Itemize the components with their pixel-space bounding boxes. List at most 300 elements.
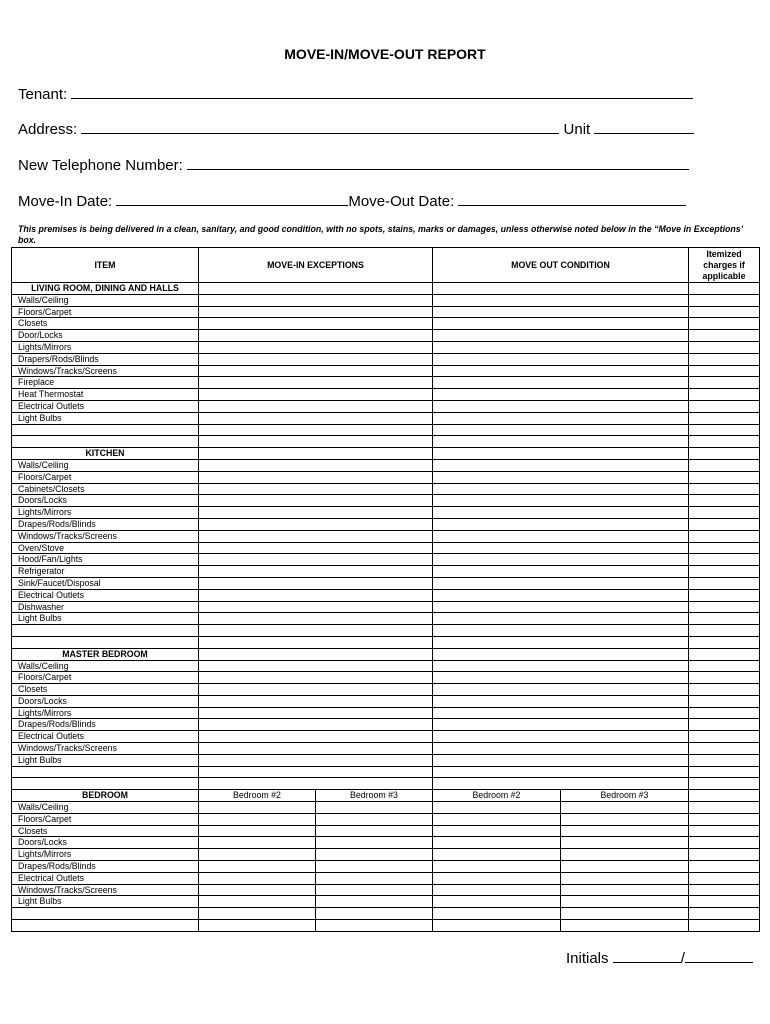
move-in-cell[interactable] bbox=[199, 495, 433, 507]
table-row bbox=[12, 684, 760, 696]
table-row bbox=[12, 601, 760, 613]
condition-cell[interactable] bbox=[433, 908, 561, 920]
charges-cell[interactable] bbox=[689, 518, 760, 530]
item-label: Electrical Outlets bbox=[12, 400, 199, 412]
table-row bbox=[12, 306, 760, 318]
move-in-cell[interactable] bbox=[199, 648, 433, 660]
move-out-cell[interactable] bbox=[433, 330, 689, 342]
charges-cell[interactable] bbox=[689, 318, 760, 330]
blank-cell bbox=[12, 625, 199, 637]
charges-cell[interactable] bbox=[689, 330, 760, 342]
table-row bbox=[12, 849, 760, 861]
move-out-cell[interactable] bbox=[433, 577, 689, 589]
item-label: Drapes/Rods/Blinds bbox=[12, 518, 199, 530]
condition-cell[interactable] bbox=[561, 884, 689, 896]
initials-label: Initials bbox=[566, 950, 609, 967]
charges-cell[interactable] bbox=[689, 577, 760, 589]
move-out-cell[interactable] bbox=[433, 283, 689, 295]
condition-cell[interactable] bbox=[316, 896, 433, 908]
table-row bbox=[12, 365, 760, 377]
condition-cell[interactable] bbox=[199, 920, 316, 932]
condition-cell[interactable] bbox=[433, 849, 561, 861]
move-in-cell[interactable] bbox=[199, 707, 433, 719]
table-row bbox=[12, 672, 760, 684]
move-out-cell[interactable] bbox=[433, 684, 689, 696]
charges-cell[interactable] bbox=[689, 400, 760, 412]
move-in-cell[interactable] bbox=[199, 507, 433, 519]
charges-cell[interactable] bbox=[689, 424, 760, 436]
blank-cell bbox=[12, 778, 199, 790]
move-out-cell[interactable] bbox=[433, 377, 689, 389]
move-in-cell[interactable] bbox=[199, 483, 433, 495]
charges-cell[interactable] bbox=[689, 566, 760, 578]
move-out-date-field[interactable] bbox=[458, 190, 686, 206]
table-row bbox=[12, 294, 760, 306]
table-row bbox=[12, 872, 760, 884]
move-out-cell[interactable] bbox=[433, 625, 689, 637]
move-in-cell[interactable] bbox=[199, 743, 433, 755]
charges-cell[interactable] bbox=[689, 896, 760, 908]
section-row bbox=[12, 790, 760, 802]
move-out-cell[interactable] bbox=[433, 459, 689, 471]
charges-cell[interactable] bbox=[689, 306, 760, 318]
section-title: KITCHEN bbox=[12, 448, 199, 460]
item-label: Sink/Faucet/Disposal bbox=[12, 577, 199, 589]
move-in-cell[interactable] bbox=[199, 424, 433, 436]
blank-row bbox=[12, 778, 760, 790]
charges-cell[interactable] bbox=[689, 648, 760, 660]
table-row bbox=[12, 530, 760, 542]
condition-cell[interactable] bbox=[433, 825, 561, 837]
move-in-cell[interactable] bbox=[199, 660, 433, 672]
initials-field-1[interactable] bbox=[613, 948, 681, 963]
move-in-cell[interactable] bbox=[199, 636, 433, 648]
move-in-cell[interactable] bbox=[199, 459, 433, 471]
table-row bbox=[12, 353, 760, 365]
item-label: Drapes/Rods/Blinds bbox=[12, 861, 199, 873]
move-out-cell[interactable] bbox=[433, 365, 689, 377]
blank-row bbox=[12, 766, 760, 778]
section-title: MASTER BEDROOM bbox=[12, 648, 199, 660]
page-title: MOVE-IN/MOVE-OUT REPORT bbox=[284, 46, 486, 62]
move-out-header: MOVE OUT CONDITION bbox=[433, 248, 689, 283]
move-in-cell[interactable] bbox=[199, 684, 433, 696]
item-label: Fireplace bbox=[12, 377, 199, 389]
move-in-cell[interactable] bbox=[199, 294, 433, 306]
move-in-cell[interactable] bbox=[199, 412, 433, 424]
condition-cell[interactable] bbox=[561, 802, 689, 814]
charges-cell[interactable] bbox=[689, 436, 760, 448]
move-out-cell[interactable] bbox=[433, 400, 689, 412]
item-label: Lights/Mirrors bbox=[12, 849, 199, 861]
move-out-cell[interactable] bbox=[433, 766, 689, 778]
condition-cell[interactable] bbox=[199, 802, 316, 814]
item-label: Drapes/Rods/Blinds bbox=[12, 719, 199, 731]
move-out-cell[interactable] bbox=[433, 518, 689, 530]
item-label: Windows/Tracks/Screens bbox=[12, 743, 199, 755]
charges-cell[interactable] bbox=[689, 884, 760, 896]
move-in-cell[interactable] bbox=[199, 613, 433, 625]
charges-cell[interactable] bbox=[689, 365, 760, 377]
charges-cell[interactable] bbox=[689, 719, 760, 731]
blank-row bbox=[12, 908, 760, 920]
condition-cell[interactable] bbox=[433, 872, 561, 884]
table-row bbox=[12, 695, 760, 707]
move-in-cell[interactable] bbox=[199, 778, 433, 790]
move-in-cell[interactable] bbox=[199, 577, 433, 589]
move-in-cell[interactable] bbox=[199, 530, 433, 542]
blank-cell bbox=[12, 920, 199, 932]
condition-cell[interactable] bbox=[561, 861, 689, 873]
charges-cell[interactable] bbox=[689, 613, 760, 625]
charges-cell[interactable] bbox=[689, 448, 760, 460]
move-in-cell[interactable] bbox=[199, 589, 433, 601]
move-in-header: MOVE-IN EXCEPTIONS bbox=[199, 248, 433, 283]
section-row bbox=[12, 648, 760, 660]
condition-cell[interactable] bbox=[199, 861, 316, 873]
bedroom-subheader: Bedroom #3 bbox=[561, 790, 689, 802]
move-in-cell[interactable] bbox=[199, 377, 433, 389]
condition-cell[interactable] bbox=[316, 861, 433, 873]
charges-cell[interactable] bbox=[689, 849, 760, 861]
charges-cell[interactable] bbox=[689, 837, 760, 849]
move-out-cell[interactable] bbox=[433, 412, 689, 424]
section-title: LIVING ROOM, DINING AND HALLS bbox=[12, 283, 199, 295]
table-row bbox=[12, 861, 760, 873]
item-label: Windows/Tracks/Screens bbox=[12, 884, 199, 896]
charges-cell[interactable] bbox=[689, 743, 760, 755]
table-row bbox=[12, 825, 760, 837]
blank-row bbox=[12, 436, 760, 448]
table-row bbox=[12, 613, 760, 625]
tenant-label: Tenant: bbox=[18, 86, 68, 103]
item-label: Floors/Carpet bbox=[12, 471, 199, 483]
charges-cell[interactable] bbox=[689, 471, 760, 483]
table-row bbox=[12, 377, 760, 389]
condition-cell[interactable] bbox=[433, 802, 561, 814]
item-label: Dishwasher bbox=[12, 601, 199, 613]
move-in-cell[interactable] bbox=[199, 389, 433, 401]
charges-cell[interactable] bbox=[689, 731, 760, 743]
move-in-cell[interactable] bbox=[199, 731, 433, 743]
address-label: Address: bbox=[18, 121, 78, 138]
phone-label: New Telephone Number: bbox=[18, 157, 183, 174]
move-out-cell[interactable] bbox=[433, 554, 689, 566]
blank-cell bbox=[12, 908, 199, 920]
condition-cell[interactable] bbox=[316, 802, 433, 814]
bedroom-subheader: Bedroom #3 bbox=[316, 790, 433, 802]
move-out-cell[interactable] bbox=[433, 353, 689, 365]
move-out-cell[interactable] bbox=[433, 589, 689, 601]
table-row bbox=[12, 483, 760, 495]
move-out-cell[interactable] bbox=[433, 471, 689, 483]
condition-cell[interactable] bbox=[199, 837, 316, 849]
condition-cell[interactable] bbox=[433, 884, 561, 896]
item-header: ITEM bbox=[12, 248, 199, 283]
condition-cell[interactable] bbox=[561, 849, 689, 861]
move-out-cell[interactable] bbox=[433, 530, 689, 542]
charges-cell[interactable] bbox=[689, 353, 760, 365]
condition-cell[interactable] bbox=[316, 884, 433, 896]
move-out-cell[interactable] bbox=[433, 341, 689, 353]
item-label: Electrical Outlets bbox=[12, 731, 199, 743]
move-out-cell[interactable] bbox=[433, 542, 689, 554]
condition-cell[interactable] bbox=[316, 908, 433, 920]
item-label: Floors/Carpet bbox=[12, 672, 199, 684]
initials-separator: / bbox=[680, 950, 685, 967]
condition-cell[interactable] bbox=[316, 920, 433, 932]
item-label: Closets bbox=[12, 684, 199, 696]
condition-cell[interactable] bbox=[199, 884, 316, 896]
move-in-cell[interactable] bbox=[199, 601, 433, 613]
item-label: Drapers/Rods/Blinds bbox=[12, 353, 199, 365]
charges-cell[interactable] bbox=[689, 908, 760, 920]
table-row bbox=[12, 566, 760, 578]
move-out-cell[interactable] bbox=[433, 778, 689, 790]
move-in-cell[interactable] bbox=[199, 400, 433, 412]
charges-cell[interactable] bbox=[689, 495, 760, 507]
charges-cell[interactable] bbox=[689, 778, 760, 790]
condition-cell[interactable] bbox=[433, 896, 561, 908]
item-label: Windows/Tracks/Screens bbox=[12, 530, 199, 542]
move-out-cell[interactable] bbox=[433, 731, 689, 743]
move-in-date-label: Move-In Date: bbox=[18, 193, 113, 210]
charges-cell[interactable] bbox=[689, 920, 760, 932]
charges-cell[interactable] bbox=[689, 754, 760, 766]
condition-cell[interactable] bbox=[561, 896, 689, 908]
tenant-field[interactable] bbox=[71, 83, 693, 99]
charges-cell[interactable] bbox=[689, 684, 760, 696]
move-out-cell[interactable] bbox=[433, 495, 689, 507]
table-row bbox=[12, 471, 760, 483]
condition-cell[interactable] bbox=[433, 920, 561, 932]
move-out-cell[interactable] bbox=[433, 648, 689, 660]
move-out-cell[interactable] bbox=[433, 436, 689, 448]
charges-cell[interactable] bbox=[689, 813, 760, 825]
charges-cell[interactable] bbox=[689, 672, 760, 684]
condition-cell[interactable] bbox=[561, 837, 689, 849]
move-in-cell[interactable] bbox=[199, 306, 433, 318]
charges-cell[interactable] bbox=[689, 377, 760, 389]
move-out-cell[interactable] bbox=[433, 695, 689, 707]
move-in-cell[interactable] bbox=[199, 518, 433, 530]
table-row bbox=[12, 577, 760, 589]
move-out-cell[interactable] bbox=[433, 483, 689, 495]
move-out-cell[interactable] bbox=[433, 389, 689, 401]
item-label: Doors/Locks bbox=[12, 495, 199, 507]
move-out-cell[interactable] bbox=[433, 707, 689, 719]
table-row bbox=[12, 341, 760, 353]
condition-cell[interactable] bbox=[316, 872, 433, 884]
charges-cell[interactable] bbox=[689, 294, 760, 306]
condition-cell[interactable] bbox=[199, 872, 316, 884]
charges-cell[interactable] bbox=[689, 872, 760, 884]
charges-cell[interactable] bbox=[689, 389, 760, 401]
blank-cell bbox=[12, 424, 199, 436]
charges-cell[interactable] bbox=[689, 695, 760, 707]
table-row bbox=[12, 589, 760, 601]
move-in-cell[interactable] bbox=[199, 283, 433, 295]
condition-cell[interactable] bbox=[561, 908, 689, 920]
charges-cell[interactable] bbox=[689, 483, 760, 495]
table-row bbox=[12, 330, 760, 342]
condition-cell[interactable] bbox=[433, 837, 561, 849]
move-out-cell[interactable] bbox=[433, 636, 689, 648]
condition-cell[interactable] bbox=[561, 872, 689, 884]
address-field[interactable] bbox=[81, 118, 559, 134]
item-label: Windows/Tracks/Screens bbox=[12, 365, 199, 377]
charges-cell[interactable] bbox=[689, 790, 760, 802]
move-out-cell[interactable] bbox=[433, 743, 689, 755]
move-out-cell[interactable] bbox=[433, 601, 689, 613]
blank-row bbox=[12, 625, 760, 637]
move-out-cell[interactable] bbox=[433, 318, 689, 330]
move-in-cell[interactable] bbox=[199, 436, 433, 448]
item-label: Electrical Outlets bbox=[12, 589, 199, 601]
charges-cell[interactable] bbox=[689, 530, 760, 542]
address-row bbox=[18, 118, 694, 138]
section-row bbox=[12, 448, 760, 460]
item-label: Light Bulbs bbox=[12, 896, 199, 908]
move-out-cell[interactable] bbox=[433, 719, 689, 731]
table-row bbox=[12, 400, 760, 412]
blank-cell bbox=[12, 636, 199, 648]
move-in-cell[interactable] bbox=[199, 695, 433, 707]
move-in-cell[interactable] bbox=[199, 365, 433, 377]
charges-cell[interactable] bbox=[689, 766, 760, 778]
charges-cell[interactable] bbox=[689, 459, 760, 471]
move-out-cell[interactable] bbox=[433, 672, 689, 684]
move-in-cell[interactable] bbox=[199, 318, 433, 330]
item-label: Doors/Locks bbox=[12, 837, 199, 849]
initials-field-2[interactable] bbox=[685, 948, 753, 963]
table-row bbox=[12, 754, 760, 766]
table-row bbox=[12, 884, 760, 896]
condition-cell[interactable] bbox=[316, 849, 433, 861]
charges-cell[interactable] bbox=[689, 802, 760, 814]
inspection-table bbox=[11, 247, 760, 932]
charges-cell[interactable] bbox=[689, 660, 760, 672]
move-out-cell[interactable] bbox=[433, 613, 689, 625]
charges-cell[interactable] bbox=[689, 589, 760, 601]
move-out-cell[interactable] bbox=[433, 754, 689, 766]
item-label: Walls/Ceiling bbox=[12, 802, 199, 814]
move-out-cell[interactable] bbox=[433, 507, 689, 519]
move-out-cell[interactable] bbox=[433, 294, 689, 306]
item-label: Hood/Fan/Lights bbox=[12, 554, 199, 566]
dates-row bbox=[18, 190, 686, 210]
move-out-cell[interactable] bbox=[433, 660, 689, 672]
move-in-cell[interactable] bbox=[199, 554, 433, 566]
condition-cell[interactable] bbox=[561, 825, 689, 837]
bedroom-subheader: Bedroom #2 bbox=[433, 790, 561, 802]
table-row bbox=[12, 389, 760, 401]
condition-cell[interactable] bbox=[199, 849, 316, 861]
item-label: Walls/Ceiling bbox=[12, 660, 199, 672]
charges-cell[interactable] bbox=[689, 542, 760, 554]
charges-cell[interactable] bbox=[689, 554, 760, 566]
condition-cell[interactable] bbox=[316, 825, 433, 837]
move-in-cell[interactable] bbox=[199, 566, 433, 578]
table-row bbox=[12, 507, 760, 519]
condition-cell[interactable] bbox=[561, 813, 689, 825]
charges-cell[interactable] bbox=[689, 341, 760, 353]
move-out-date-label: Move-Out Date: bbox=[348, 193, 455, 210]
unit-field[interactable] bbox=[594, 118, 694, 134]
move-out-cell[interactable] bbox=[433, 424, 689, 436]
condition-cell[interactable] bbox=[199, 908, 316, 920]
initials-row bbox=[566, 948, 753, 967]
move-in-cell[interactable] bbox=[199, 625, 433, 637]
section-row bbox=[12, 283, 760, 295]
move-in-cell[interactable] bbox=[199, 542, 433, 554]
item-label: Lights/Mirrors bbox=[12, 507, 199, 519]
item-label: Lights/Mirrors bbox=[12, 341, 199, 353]
table-row bbox=[12, 707, 760, 719]
phone-field[interactable] bbox=[187, 154, 689, 170]
condition-cell[interactable] bbox=[199, 825, 316, 837]
move-in-cell[interactable] bbox=[199, 672, 433, 684]
move-in-cell[interactable] bbox=[199, 353, 433, 365]
move-in-cell[interactable] bbox=[199, 719, 433, 731]
condition-cell[interactable] bbox=[561, 920, 689, 932]
table-row bbox=[12, 896, 760, 908]
unit-label: Unit bbox=[563, 121, 591, 138]
blank-row bbox=[12, 636, 760, 648]
charges-cell[interactable] bbox=[689, 601, 760, 613]
charges-cell[interactable] bbox=[689, 283, 760, 295]
charges-cell[interactable] bbox=[689, 636, 760, 648]
move-in-cell[interactable] bbox=[199, 341, 433, 353]
header-row bbox=[12, 248, 760, 283]
condition-cell[interactable] bbox=[316, 813, 433, 825]
notice-text: This premises is being delivered in a clean, sanitary, and good condition, with no spots, stains, marks or damages, unless otherwise noted below in the “Move in Exceptions’ box. bbox=[18, 224, 743, 245]
move-in-cell[interactable] bbox=[199, 471, 433, 483]
blank-cell bbox=[12, 436, 199, 448]
item-label: Walls/Ceiling bbox=[12, 459, 199, 471]
item-label: Lights/Mirrors bbox=[12, 707, 199, 719]
move-out-cell[interactable] bbox=[433, 306, 689, 318]
condition-cell[interactable] bbox=[433, 861, 561, 873]
condition-cell[interactable] bbox=[199, 813, 316, 825]
move-out-cell[interactable] bbox=[433, 566, 689, 578]
table-row bbox=[12, 318, 760, 330]
bedroom-subheader: Bedroom #2 bbox=[199, 790, 316, 802]
item-label: Electrical Outlets bbox=[12, 872, 199, 884]
table-row bbox=[12, 459, 760, 471]
charges-cell[interactable] bbox=[689, 825, 760, 837]
move-in-cell[interactable] bbox=[199, 754, 433, 766]
charges-cell[interactable] bbox=[689, 707, 760, 719]
item-label: Light Bulbs bbox=[12, 412, 199, 424]
item-label: Doors/Locks bbox=[12, 695, 199, 707]
move-in-cell[interactable] bbox=[199, 330, 433, 342]
condition-cell[interactable] bbox=[316, 837, 433, 849]
charges-cell[interactable] bbox=[689, 507, 760, 519]
item-label: Oven/Stove bbox=[12, 542, 199, 554]
move-in-date-field[interactable] bbox=[116, 190, 348, 206]
move-in-cell[interactable] bbox=[199, 766, 433, 778]
charges-cell[interactable] bbox=[689, 861, 760, 873]
item-label: Cabinets/Closets bbox=[12, 483, 199, 495]
phone-row bbox=[18, 154, 689, 174]
condition-cell[interactable] bbox=[199, 896, 316, 908]
move-out-cell[interactable] bbox=[433, 448, 689, 460]
move-in-cell[interactable] bbox=[199, 448, 433, 460]
charges-cell[interactable] bbox=[689, 625, 760, 637]
charges-cell[interactable] bbox=[689, 412, 760, 424]
condition-cell[interactable] bbox=[433, 813, 561, 825]
